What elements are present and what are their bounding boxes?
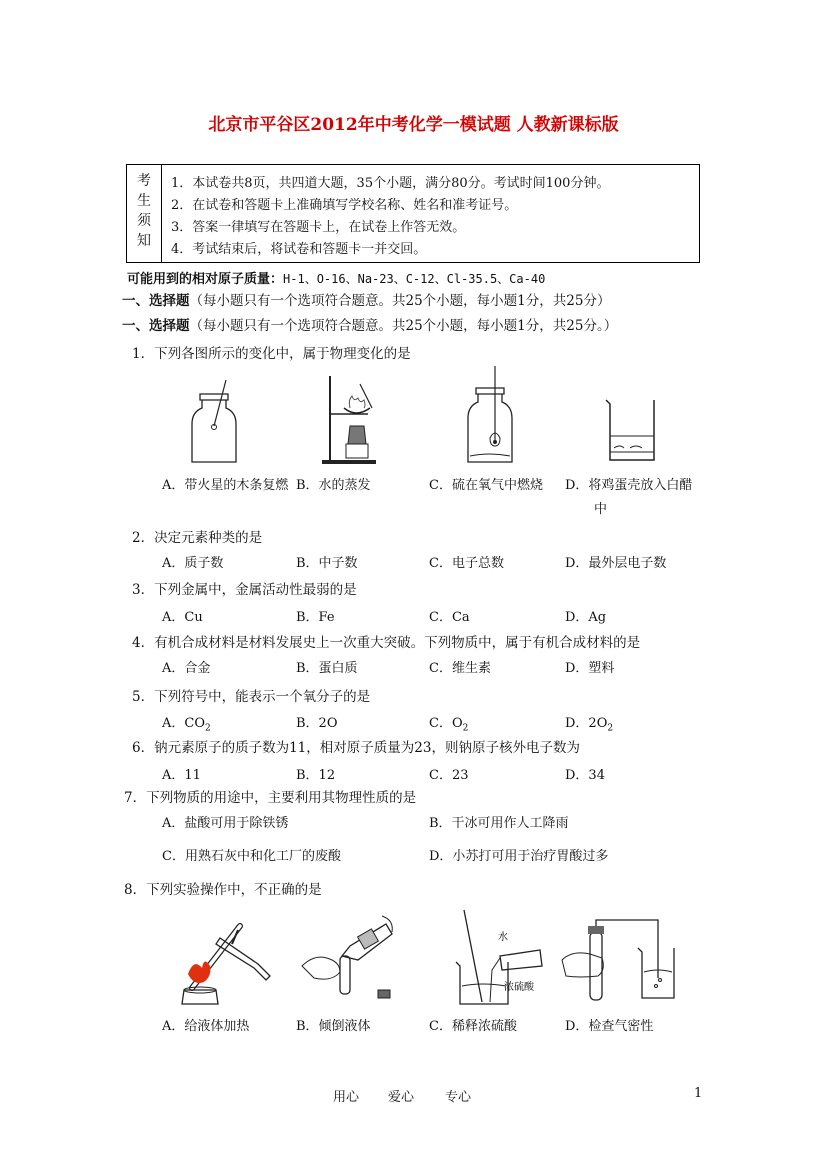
heating-liquid-icon: [180, 918, 275, 1008]
notice-item: 4．考试结束后，将试卷和答题卡一并交回。: [171, 242, 427, 257]
q1-option-d: D．将鸡蛋壳放入白醋: [565, 478, 693, 493]
q3-option-a: A．Cu: [162, 610, 203, 625]
page-title: 北京市平谷区2012年中考化学一模试题 人教新课标版: [208, 115, 619, 135]
gas-bottle-icon: [190, 380, 240, 465]
question-3-stem: 3．下列金属中，金属活动性最弱的是: [132, 582, 357, 598]
q4-option-a: A．合金: [162, 661, 211, 676]
q1-option-a: A．带火星的木条复燃: [162, 478, 289, 493]
footer-motto-2: 爱心: [388, 1090, 415, 1105]
q7-option-a: A．盐酸可用于除铁锈: [162, 816, 289, 831]
q8-option-b: B．倾倒液体: [296, 1019, 371, 1034]
notice-item: 2．在试卷和答题卡上准确填写学校名称、姓名和准考证号。: [171, 198, 518, 213]
q7-option-d: D．小苏打可用于治疗胃酸过多: [429, 849, 609, 864]
evaporation-apparatus-icon: [320, 374, 380, 466]
q1-option-d-continued: 中: [594, 502, 608, 517]
page-number: 1: [694, 1086, 703, 1101]
q5-option-b: B．2O: [296, 716, 338, 731]
q2-option-b: B．中子数: [296, 556, 358, 571]
q6-option-c: C．23: [429, 768, 469, 783]
notice-item: 1．本试卷共8页，共四道大题，35个小题，满分80分。考试时间100分钟。: [171, 176, 610, 191]
exam-notice-table: [126, 164, 700, 263]
q2-option-d: D．最外层电子数: [565, 556, 667, 571]
q2-option-c: C．电子总数: [429, 556, 504, 571]
q5-option-c: C．$O_2$: [429, 716, 469, 734]
q2-option-a: A．质子数: [162, 556, 224, 571]
q6-option-b: B．12: [296, 768, 336, 783]
notice-label: 考 生 须 知: [127, 165, 162, 262]
q3-option-b: B．Fe: [296, 610, 335, 625]
notice-item: 3．答案一律填写在答题卡上，在试卷上作答无效。: [171, 220, 466, 235]
q5-option-d: D．$2O_2$: [565, 716, 614, 734]
sulfur-burning-icon: [464, 366, 516, 466]
q4-option-c: C．维生素: [429, 661, 491, 676]
q8-option-a: A．给液体加热: [162, 1019, 250, 1034]
pouring-liquid-icon: [302, 916, 394, 1006]
q8-option-c: C．稀释浓硫酸: [429, 1019, 517, 1034]
q7-option-c: C．用熟石灰中和化工厂的废酸: [162, 849, 341, 864]
q1-option-c: C．硫在氧气中燃烧: [429, 478, 543, 493]
question-8-stem: 8．下列实验操作中，不正确的是: [124, 882, 322, 898]
q4-option-d: D．塑料: [565, 661, 615, 676]
section-heading: 一、选择题（每小题只有一个选项符合题意。共25个小题，每小题1分，共25分。）: [122, 318, 618, 334]
dilution-icon: [452, 910, 547, 1006]
question-2-stem: 2．决定元素种类的是: [132, 530, 263, 546]
question-5-stem: 5．下列符号中，能表示一个氧分子的是: [132, 689, 371, 705]
notice-items: [171, 173, 609, 261]
footer-motto-1: 用心: [333, 1090, 360, 1105]
q1-option-b: B．水的蒸发: [296, 478, 371, 493]
atomic-mass-line: 可能用到的相对原子质量：H-1、O-16、Na-23、C-12、Cl-35.5、Ca-40: [127, 272, 546, 287]
q8-option-d: D．检查气密性: [565, 1019, 654, 1034]
beaker-icon: [604, 398, 660, 464]
q3-option-c: C．Ca: [429, 610, 470, 625]
airtightness-check-icon: [562, 918, 677, 1004]
q7-option-b: B．干冰可用作人工降雨: [429, 816, 569, 831]
q5-option-a: A．$CO_2$: [162, 716, 211, 734]
q4-option-b: B．蛋白质: [296, 661, 358, 676]
footer-motto-3: 专心: [445, 1090, 472, 1105]
section-heading: 一、选择题（每小题只有一个选项符合题意。共25个小题，每小题1分，共25分）: [122, 293, 611, 309]
question-7-stem: 7．下列物质的用途中，主要利用其物理性质的是: [124, 790, 417, 806]
sulfuric-acid-label: 浓硫酸: [504, 982, 534, 993]
question-1-stem: 1．下列各图所示的变化中，属于物理变化的是: [132, 346, 411, 362]
q6-option-d: D．34: [565, 768, 605, 783]
q6-option-a: A．11: [162, 768, 201, 783]
question-4-stem: 4．有机合成材料是材料发展史上一次重大突破。下列物质中，属于有机合成材料的是: [132, 635, 641, 651]
water-label: 水: [498, 932, 508, 943]
q3-option-d: D．Ag: [565, 610, 607, 625]
question-6-stem: 6．钠元素原子的质子数为11，相对原子质量为23，则钠原子核外电子数为: [132, 740, 580, 756]
